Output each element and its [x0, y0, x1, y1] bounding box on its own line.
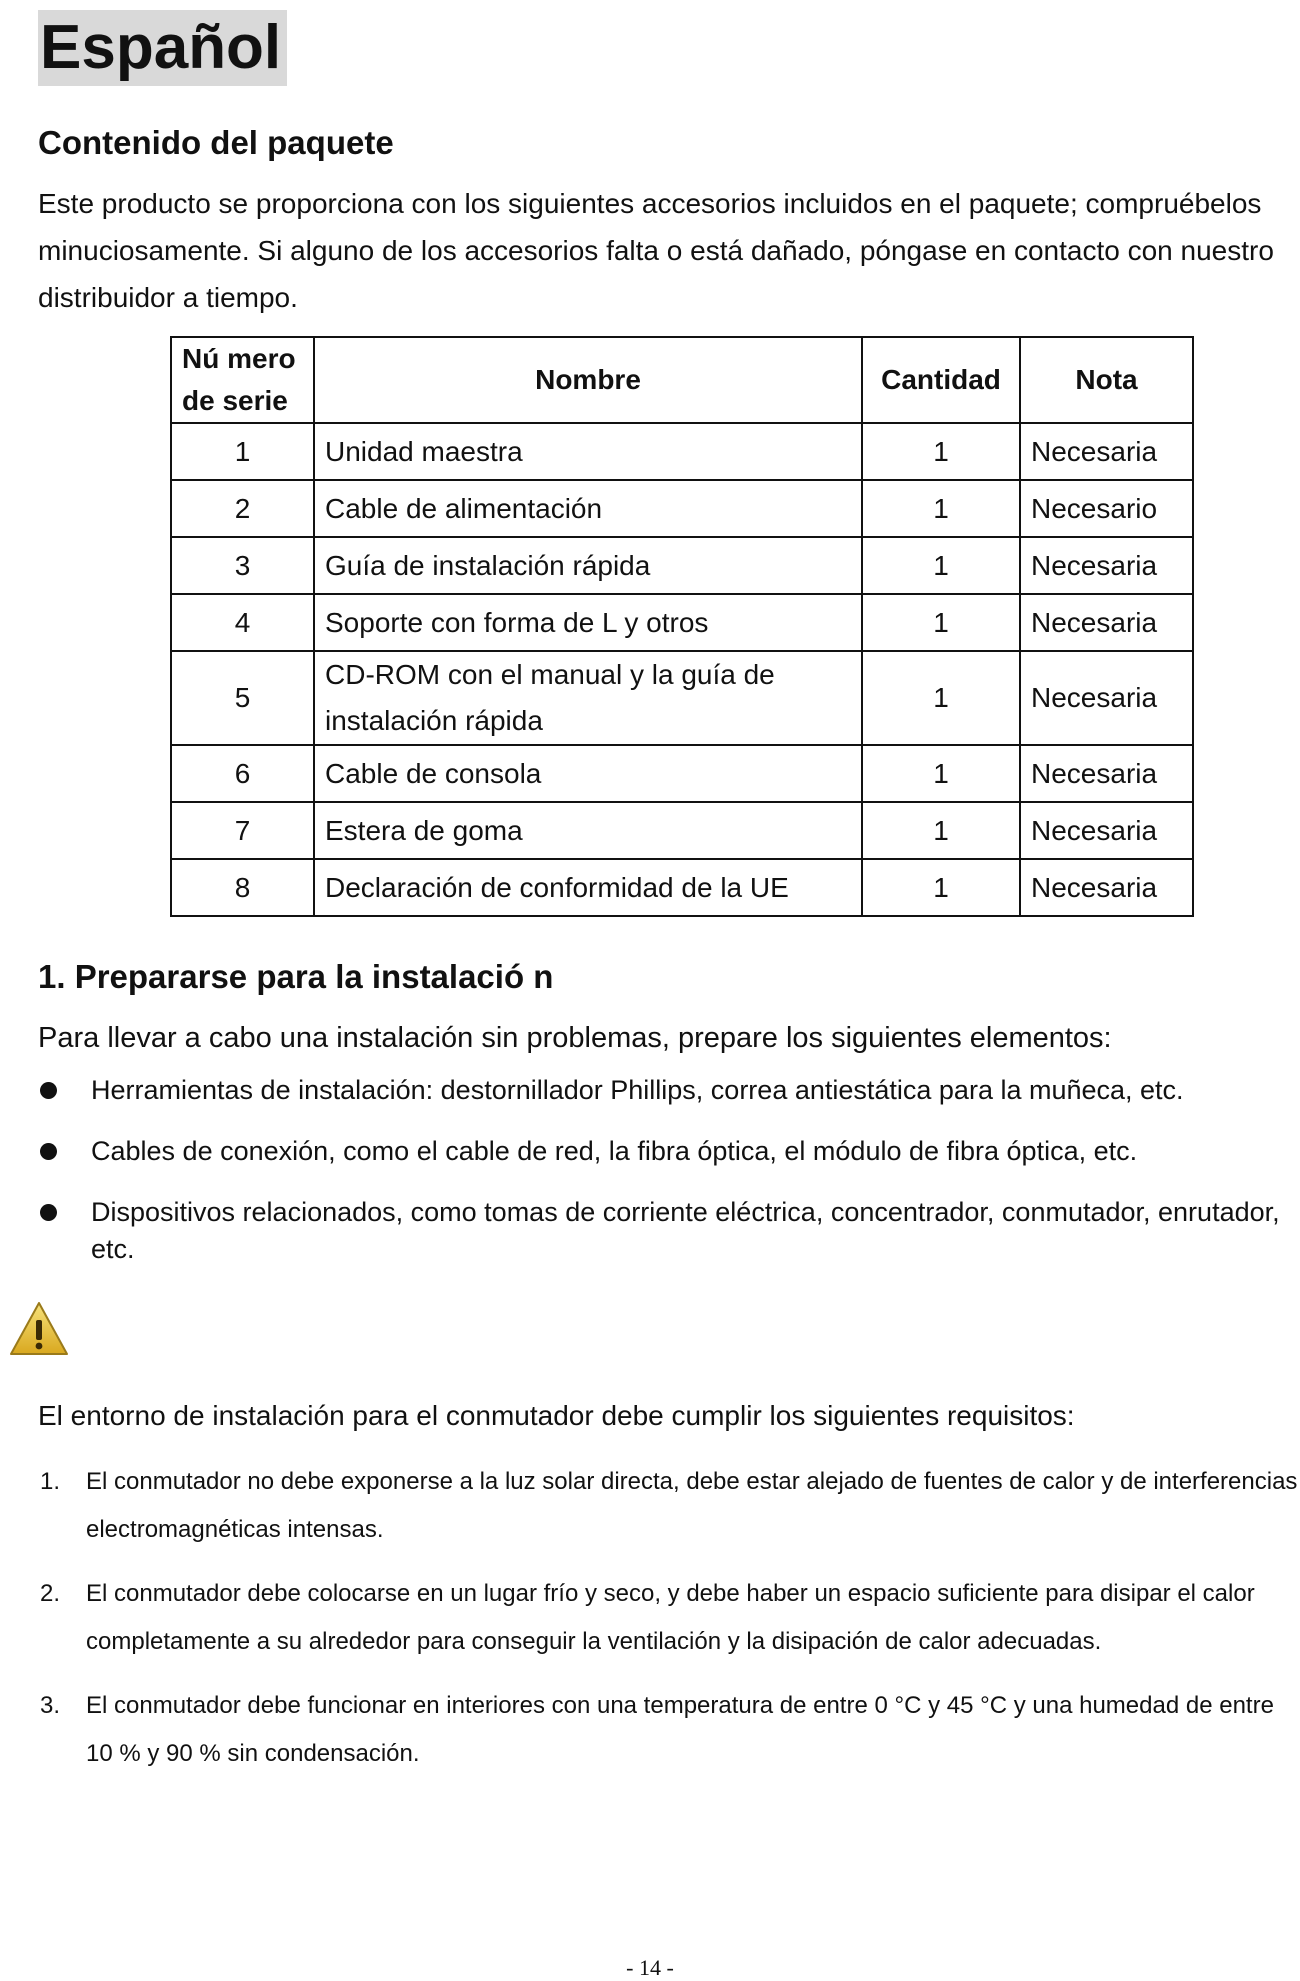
row-name: Guía de instalación rápida — [314, 537, 862, 594]
row-note: Necesario — [1020, 480, 1193, 537]
row-note: Necesaria — [1020, 423, 1193, 480]
table-row — [171, 537, 1193, 594]
package-contents-table — [170, 336, 1194, 917]
list-item-text: Herramientas de instalación: destornillador Phillips, correa antiestática para la muñeca, etc. — [91, 1075, 1184, 1105]
warning-icon — [8, 1300, 70, 1358]
row-name: Unidad maestra — [314, 423, 862, 480]
list-item — [38, 1458, 1300, 1554]
requirements-list — [38, 1458, 1300, 1794]
row-quantity: 1 — [862, 537, 1020, 594]
row-quantity: 1 — [862, 802, 1020, 859]
row-name: Cable de consola — [314, 745, 862, 802]
prepare-heading: 1. Prepararse para la instalació n — [38, 958, 554, 995]
row-name: Declaración de conformidad de la UE — [314, 859, 862, 916]
list-item-text: Cables de conexión, como el cable de red, la fibra óptica, el módulo de fibra óptica, etc. — [91, 1136, 1138, 1166]
prepare-intro: Para llevar a cabo una instalación sin problemas, prepare los siguientes elementos: — [38, 1022, 1112, 1054]
bullet-icon — [40, 1143, 57, 1160]
table-row — [171, 745, 1193, 802]
row-note: Necesaria — [1020, 745, 1193, 802]
row-quantity: 1 — [862, 859, 1020, 916]
row-number: 6 — [171, 745, 314, 802]
table-row — [171, 480, 1193, 537]
row-number: 1 — [171, 423, 314, 480]
language-title: Español — [38, 10, 287, 86]
table-row — [171, 423, 1193, 480]
row-quantity: 1 — [862, 745, 1020, 802]
row-note: Necesaria — [1020, 802, 1193, 859]
header-serial-line2: de serie — [182, 385, 288, 416]
bullet-icon — [40, 1204, 57, 1221]
list-item-text: El conmutador debe funcionar en interiores con una temperatura de entre 0 °C y 45 °C y una humedad de entre 10 % y 90 % sin condensación. — [86, 1692, 1274, 1767]
row-note: Necesaria — [1020, 859, 1193, 916]
table-row — [171, 594, 1193, 651]
row-note: Necesaria — [1020, 594, 1193, 651]
package-heading: Contenido del paquete — [38, 124, 394, 161]
header-serial — [171, 337, 314, 423]
environment-intro: El entorno de instalación para el conmutador debe cumplir los siguientes requisitos: — [38, 1400, 1075, 1431]
table-row — [171, 802, 1193, 859]
header-quantity: Cantidad — [862, 337, 1020, 423]
row-number: 2 — [171, 480, 314, 537]
row-name: Cable de alimentación — [314, 480, 862, 537]
row-note: Necesaria — [1020, 537, 1193, 594]
list-item — [38, 1133, 1300, 1170]
table-row — [171, 651, 1193, 745]
header-serial-line1: Nú mero — [182, 343, 296, 374]
page-number: - 14 - — [626, 1955, 674, 1980]
row-quantity: 1 — [862, 480, 1020, 537]
row-quantity: 1 — [862, 423, 1020, 480]
row-name: Estera de goma — [314, 802, 862, 859]
row-number: 7 — [171, 802, 314, 859]
row-number: 8 — [171, 859, 314, 916]
row-quantity: 1 — [862, 594, 1020, 651]
header-note: Nota — [1020, 337, 1193, 423]
row-name: CD-ROM con el manual y la guía de instalación rápida — [314, 651, 862, 745]
table-row — [171, 859, 1193, 916]
row-number: 5 — [171, 651, 314, 745]
list-item-number: 2. — [40, 1580, 61, 1607]
list-item — [38, 1682, 1300, 1778]
row-name: Soporte con forma de L y otros — [314, 594, 862, 651]
list-item — [38, 1194, 1300, 1268]
row-number: 3 — [171, 537, 314, 594]
row-number: 4 — [171, 594, 314, 651]
header-name: Nombre — [314, 337, 862, 423]
table-header-row — [171, 337, 1193, 423]
list-item-number: 1. — [40, 1468, 61, 1495]
list-item-text: El conmutador debe colocarse en un lugar frío y seco, y debe haber un espacio suficiente para disipar el calor completamente a su alrededor para conseguir la ventilación y la disipación de calor adecuadas. — [86, 1580, 1255, 1655]
row-quantity: 1 — [862, 651, 1020, 745]
list-item — [38, 1570, 1300, 1666]
bullet-icon — [40, 1082, 57, 1099]
row-note: Necesaria — [1020, 651, 1193, 745]
list-item — [38, 1072, 1300, 1109]
list-item-number: 3. — [40, 1692, 61, 1719]
package-intro: Este producto se proporciona con los siguientes accesorios incluidos en el paquete; compruébelos minuciosamente. Si alguno de los accesorios falta o está dañado, póngase en contacto con nuestro distribuidor a tiempo. — [38, 188, 1274, 313]
list-item-text: Dispositivos relacionados, como tomas de corriente eléctrica, concentrador, conmutador, enrutador, etc. — [91, 1197, 1280, 1264]
prepare-list — [38, 1072, 1300, 1292]
list-item-text: El conmutador no debe exponerse a la luz solar directa, debe estar alejado de fuentes de calor y de interferencias electromagnéticas intensas. — [86, 1468, 1298, 1543]
